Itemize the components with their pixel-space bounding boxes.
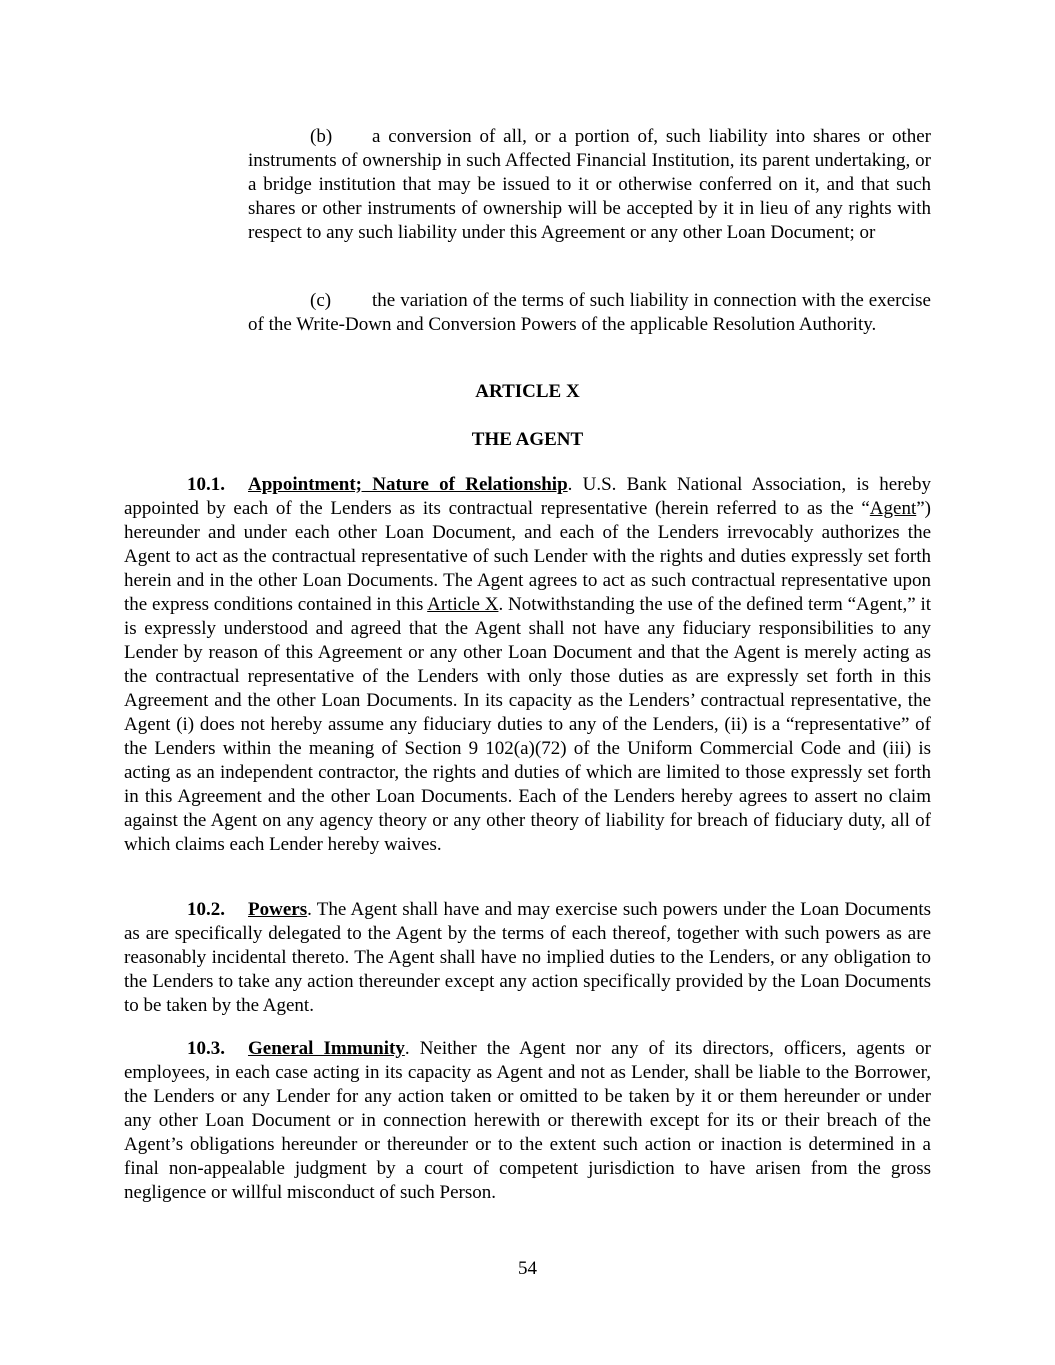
section-10-1-text-2: ”) hereunder and under each other Loan Document, and each of the Lenders irrevocably authorizes the Agent to act as the contractual representative of such Lender with the rights and duties expressly set forth herein and in the other Loan Documents. The Agent agrees to act as such contractual representative upon the express conditions contained in this	[124, 498, 931, 615]
section-10-1-text-1: . U.S. Bank National Association, is hereby appointed by each of the Lenders as its contractual representative (herein referred to as the “	[124, 474, 931, 519]
article-x-reference: Article X	[427, 594, 499, 615]
clause-b	[248, 125, 931, 245]
article-number: ARTICLE X	[475, 381, 580, 402]
clause-c	[248, 289, 931, 337]
section-10-3-title: General Immunity	[248, 1038, 405, 1059]
section-10-1-title: Appointment; Nature of Relationship	[248, 474, 568, 495]
section-10-1-number: 10.1.	[187, 474, 225, 495]
article-title: THE AGENT	[471, 429, 584, 450]
section-10-1-text-3: . Notwithstanding the use of the defined term “Agent,” it is expressly understood and agreed that the Agent shall not have any fiduciary responsibilities to any Lender by reason of this Agreement or any other Loan Document and that the Agent is merely acting as the contractual representative of the Lenders with only those duties as are expressly set forth in this Agreement and the other Loan Documents. In its capacity as the Lenders’ contractual representative, the Agent (i) does not hereby assume any fiduciary duties to any of the Lenders, (ii) is a “representative” of the Lenders within the meaning of Section 9 102(a)(72) of the Uniform Commercial Code and (iii) is acting as an independent contractor, the rights and duties of which are limited to those expressly set forth in this Agreement and the other Loan Documents. Each of the Lenders hereby agrees to assert no claim against the Agent on any agency theory or any other theory of liability for breach of fiduciary duty, all of which claims each Lender hereby waives.	[124, 594, 931, 855]
section-10-2-text: . The Agent shall have and may exercise such powers under the Loan Documents as are specifically delegated to the Agent by the terms of each thereof, together with such powers as are reasonably incidental thereto. The Agent shall have no implied duties to the Lenders, or any obligation to the Lenders to take any action thereunder except any action specifically provided by the Loan Documents to be taken by the Agent.	[124, 899, 931, 1016]
defined-term-agent: Agent	[869, 498, 917, 519]
section-10-2-title: Powers	[248, 899, 308, 920]
section-10-3	[124, 1037, 931, 1205]
section-10-3-text: . Neither the Agent nor any of its directors, officers, agents or employees, in each case acting in its capacity as Agent and not as Lender, shall be liable to the Borrower, the Lenders or any Lender for any action taken or omitted to be taken by it or them hereunder or under any other Loan Document or in connection herewith or therewith except for its or their breach of the Agent’s obligations hereunder or thereunder or to the extent such action or inaction is determined in a final non-appealable judgment by a court of competent jurisdiction to have arisen from the gross negligence or willful misconduct of such Person.	[124, 1038, 932, 1203]
page-number: 54	[518, 1258, 537, 1279]
section-10-1	[124, 473, 931, 857]
clause-c-text: the variation of the terms of such liability in connection with the exercise of the Write-Down and Conversion Powers of the applicable Resolution Authority.	[248, 290, 931, 335]
section-10-2-number: 10.2.	[187, 899, 225, 920]
section-10-3-number: 10.3.	[187, 1038, 225, 1059]
section-10-2	[124, 898, 931, 1018]
clause-b-text: a conversion of all, or a portion of, such liability into shares or other instruments of ownership in such Affected Financial Institution, its parent undertaking, or a bridge institution that may be issued to it or otherwise conferred on it, and that such shares or other instruments of ownership will be accepted by it in lieu of any rights with respect to any such liability under this Agreement or any other Loan Document; or	[248, 126, 931, 243]
clause-b-label: (b)	[310, 126, 333, 147]
clause-c-label: (c)	[310, 290, 332, 311]
